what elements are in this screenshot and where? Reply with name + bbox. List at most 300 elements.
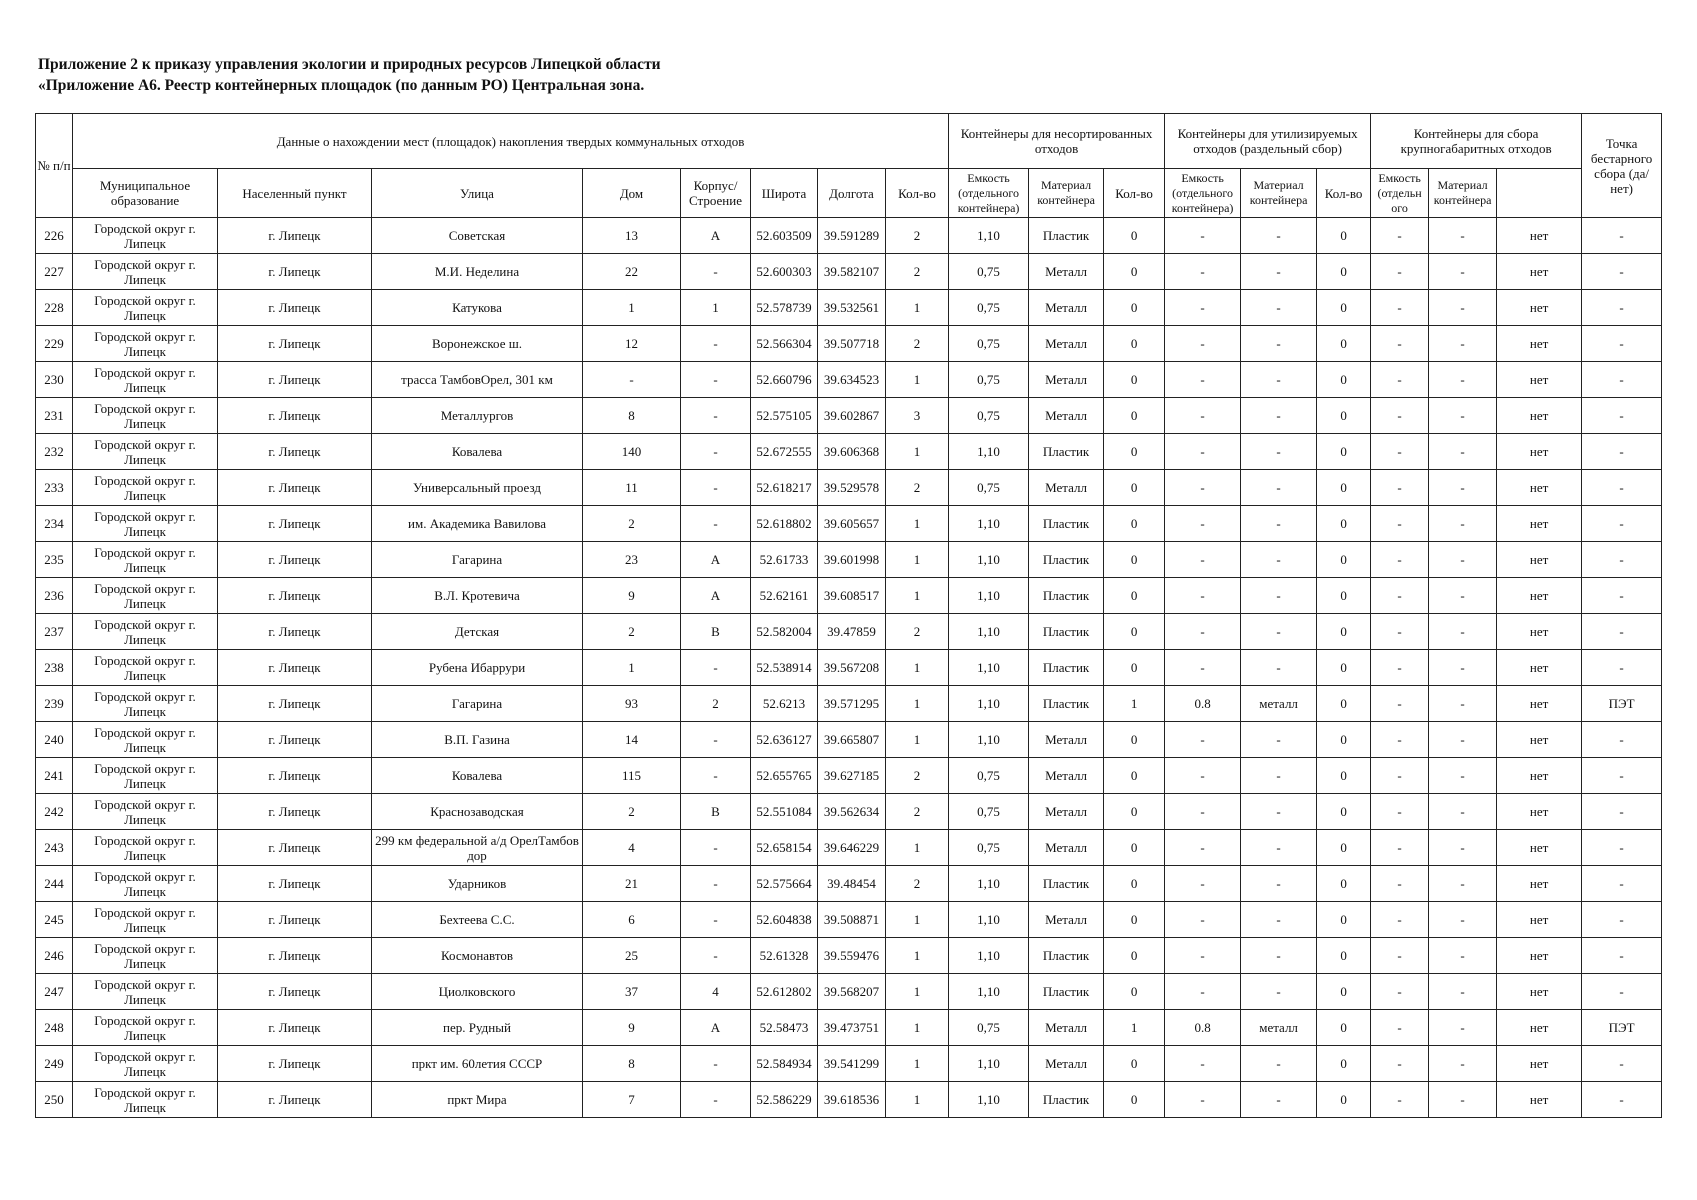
building-cell: - bbox=[681, 866, 751, 902]
bulky-material-cell: - bbox=[1429, 362, 1497, 398]
recyclable-count-cell: 0 bbox=[1104, 470, 1165, 506]
header-bulky-count: Кол-во bbox=[1317, 169, 1371, 218]
recyclable-material-cell: - bbox=[1241, 1046, 1317, 1082]
latitude-cell: 52.655765 bbox=[751, 758, 818, 794]
row-number: 250 bbox=[36, 1082, 73, 1118]
street-cell: Металлургов bbox=[372, 398, 583, 434]
settlement-cell: г. Липецк bbox=[218, 542, 372, 578]
note-cell: - bbox=[1582, 650, 1662, 686]
bulk-point-cell: нет bbox=[1497, 218, 1582, 254]
recyclable-capacity-cell: - bbox=[1165, 326, 1241, 362]
note-cell: - bbox=[1582, 542, 1662, 578]
bulk-point-cell: нет bbox=[1497, 542, 1582, 578]
bulky-count-cell: 0 bbox=[1317, 974, 1371, 1010]
unsorted-capacity-cell: 1,10 bbox=[949, 218, 1029, 254]
longitude-cell: 39.532561 bbox=[818, 290, 886, 326]
settlement-cell: г. Липецк bbox=[218, 218, 372, 254]
table-row bbox=[36, 326, 1662, 362]
row-number: 248 bbox=[36, 1010, 73, 1046]
bulky-material-cell: - bbox=[1429, 686, 1497, 722]
latitude-cell: 52.658154 bbox=[751, 830, 818, 866]
unsorted-capacity-cell: 0,75 bbox=[949, 830, 1029, 866]
municipality-cell: Городской округ г. Липецк bbox=[73, 830, 218, 866]
recyclable-count-cell: 0 bbox=[1104, 506, 1165, 542]
settlement-cell: г. Липецк bbox=[218, 938, 372, 974]
unsorted-capacity-cell: 1,10 bbox=[949, 614, 1029, 650]
house-cell: 21 bbox=[583, 866, 681, 902]
settlement-cell: г. Липецк bbox=[218, 254, 372, 290]
unsorted-capacity-cell: 1,10 bbox=[949, 974, 1029, 1010]
recyclable-count-cell: 0 bbox=[1104, 578, 1165, 614]
latitude-cell: 52.660796 bbox=[751, 362, 818, 398]
bulk-point-cell: нет bbox=[1497, 398, 1582, 434]
latitude-cell: 52.578739 bbox=[751, 290, 818, 326]
unsorted-material-cell: Пластик bbox=[1029, 434, 1104, 470]
header-unsorted-count: Кол-во bbox=[886, 169, 949, 218]
recyclable-capacity-cell: - bbox=[1165, 362, 1241, 398]
bulky-count-cell: 0 bbox=[1317, 722, 1371, 758]
table-row bbox=[36, 290, 1662, 326]
recyclable-capacity-cell: - bbox=[1165, 722, 1241, 758]
header-recyclable-capacity: Емкость (отдельного контейнера) bbox=[1165, 169, 1241, 218]
longitude-cell: 39.582107 bbox=[818, 254, 886, 290]
unsorted-capacity-cell: 0,75 bbox=[949, 290, 1029, 326]
longitude-cell: 39.602867 bbox=[818, 398, 886, 434]
bulk-point-cell: нет bbox=[1497, 578, 1582, 614]
header-unsorted-capacity: Емкость (отдельного контейнера) bbox=[949, 169, 1029, 218]
bulky-capacity-cell: - bbox=[1371, 830, 1429, 866]
bulky-count-cell: 0 bbox=[1317, 758, 1371, 794]
row-number: 246 bbox=[36, 938, 73, 974]
note-cell: - bbox=[1582, 434, 1662, 470]
header-municipality: Муниципальное образование bbox=[73, 169, 218, 218]
recyclable-material-cell: - bbox=[1241, 326, 1317, 362]
municipality-cell: Городской округ г. Липецк bbox=[73, 866, 218, 902]
header-building: Корпус/ Строение bbox=[681, 169, 751, 218]
longitude-cell: 39.571295 bbox=[818, 686, 886, 722]
unsorted-material-cell: Металл bbox=[1029, 830, 1104, 866]
latitude-cell: 52.636127 bbox=[751, 722, 818, 758]
longitude-cell: 39.627185 bbox=[818, 758, 886, 794]
note-cell: - bbox=[1582, 506, 1662, 542]
municipality-cell: Городской округ г. Липецк bbox=[73, 1010, 218, 1046]
street-cell: трасса ТамбовОрел, 301 км bbox=[372, 362, 583, 398]
header-bulk-point: Точка бестарного сбора (да/нет) bbox=[1582, 114, 1662, 218]
bulk-point-cell: нет bbox=[1497, 470, 1582, 506]
recyclable-material-cell: - bbox=[1241, 830, 1317, 866]
municipality-cell: Городской округ г. Липецк bbox=[73, 218, 218, 254]
house-cell: 140 bbox=[583, 434, 681, 470]
bulk-point-cell: нет bbox=[1497, 254, 1582, 290]
house-cell: 9 bbox=[583, 578, 681, 614]
recyclable-material-cell: - bbox=[1241, 1082, 1317, 1118]
latitude-cell: 52.603509 bbox=[751, 218, 818, 254]
header-recyclable-group: Контейнеры для утилизируемых отходов (раздельный сбор) bbox=[1165, 114, 1371, 169]
note-cell: - bbox=[1582, 218, 1662, 254]
house-cell: 4 bbox=[583, 830, 681, 866]
unsorted-count-cell: 1 bbox=[886, 578, 949, 614]
recyclable-capacity-cell: - bbox=[1165, 290, 1241, 326]
bulk-point-cell: нет bbox=[1497, 794, 1582, 830]
container-sites-registry-table bbox=[35, 113, 1662, 1118]
row-number: 243 bbox=[36, 830, 73, 866]
bulky-capacity-cell: - bbox=[1371, 974, 1429, 1010]
header-bulky-capacity: Емкость (отдельн ого bbox=[1371, 169, 1429, 218]
bulky-material-cell: - bbox=[1429, 470, 1497, 506]
bulky-capacity-cell: - bbox=[1371, 866, 1429, 902]
bulky-count-cell: 0 bbox=[1317, 218, 1371, 254]
bulk-point-cell: нет bbox=[1497, 362, 1582, 398]
building-cell: - bbox=[681, 254, 751, 290]
house-cell: 1 bbox=[583, 650, 681, 686]
building-cell: В bbox=[681, 614, 751, 650]
recyclable-capacity-cell: - bbox=[1165, 830, 1241, 866]
longitude-cell: 39.568207 bbox=[818, 974, 886, 1010]
unsorted-count-cell: 1 bbox=[886, 1082, 949, 1118]
latitude-cell: 52.604838 bbox=[751, 902, 818, 938]
bulky-capacity-cell: - bbox=[1371, 686, 1429, 722]
bulky-material-cell: - bbox=[1429, 938, 1497, 974]
municipality-cell: Городской округ г. Липецк bbox=[73, 578, 218, 614]
unsorted-material-cell: Пластик bbox=[1029, 686, 1104, 722]
header-bulky-material: Материал контейнера bbox=[1429, 169, 1497, 218]
unsorted-count-cell: 2 bbox=[886, 470, 949, 506]
row-number: 249 bbox=[36, 1046, 73, 1082]
note-cell: - bbox=[1582, 578, 1662, 614]
bulk-point-cell: нет bbox=[1497, 614, 1582, 650]
unsorted-material-cell: Пластик bbox=[1029, 1082, 1104, 1118]
bulky-material-cell: - bbox=[1429, 722, 1497, 758]
header-longitude: Долгота bbox=[818, 169, 886, 218]
street-cell: Ковалева bbox=[372, 434, 583, 470]
recyclable-count-cell: 0 bbox=[1104, 938, 1165, 974]
row-number: 245 bbox=[36, 902, 73, 938]
latitude-cell: 52.61328 bbox=[751, 938, 818, 974]
building-cell: - bbox=[681, 434, 751, 470]
header-house: Дом bbox=[583, 169, 681, 218]
unsorted-material-cell: Металл bbox=[1029, 326, 1104, 362]
table-row bbox=[36, 830, 1662, 866]
settlement-cell: г. Липецк bbox=[218, 722, 372, 758]
bulk-point-cell: нет bbox=[1497, 326, 1582, 362]
latitude-cell: 52.62161 bbox=[751, 578, 818, 614]
unsorted-count-cell: 2 bbox=[886, 254, 949, 290]
bulky-material-cell: - bbox=[1429, 866, 1497, 902]
title-line-2: «Приложение А6. Реестр контейнерных площадок (по данным РО) Центральная зона. bbox=[38, 77, 645, 94]
bulky-material-cell: - bbox=[1429, 1082, 1497, 1118]
header-bulky-group: Контейнеры для сбора крупногабаритных отходов bbox=[1371, 114, 1582, 169]
recyclable-material-cell: - bbox=[1241, 578, 1317, 614]
latitude-cell: 52.58473 bbox=[751, 1010, 818, 1046]
recyclable-capacity-cell: - bbox=[1165, 254, 1241, 290]
recyclable-material-cell: - bbox=[1241, 650, 1317, 686]
bulky-capacity-cell: - bbox=[1371, 218, 1429, 254]
unsorted-material-cell: Металл bbox=[1029, 758, 1104, 794]
house-cell: 8 bbox=[583, 1046, 681, 1082]
bulky-capacity-cell: - bbox=[1371, 542, 1429, 578]
bulky-material-cell: - bbox=[1429, 902, 1497, 938]
recyclable-capacity-cell: 0.8 bbox=[1165, 686, 1241, 722]
unsorted-count-cell: 1 bbox=[886, 650, 949, 686]
building-cell: - bbox=[681, 758, 751, 794]
recyclable-material-cell: - bbox=[1241, 614, 1317, 650]
building-cell: - bbox=[681, 938, 751, 974]
bulky-count-cell: 0 bbox=[1317, 794, 1371, 830]
recyclable-material-cell: - bbox=[1241, 722, 1317, 758]
latitude-cell: 52.600303 bbox=[751, 254, 818, 290]
recyclable-material-cell: металл bbox=[1241, 686, 1317, 722]
unsorted-capacity-cell: 0,75 bbox=[949, 398, 1029, 434]
bulky-capacity-cell: - bbox=[1371, 758, 1429, 794]
settlement-cell: г. Липецк bbox=[218, 686, 372, 722]
unsorted-capacity-cell: 0,75 bbox=[949, 470, 1029, 506]
building-cell: - bbox=[681, 650, 751, 686]
table-row bbox=[36, 686, 1662, 722]
bulk-point-cell: нет bbox=[1497, 722, 1582, 758]
row-number: 239 bbox=[36, 686, 73, 722]
settlement-cell: г. Липецк bbox=[218, 1082, 372, 1118]
row-number: 240 bbox=[36, 722, 73, 758]
longitude-cell: 39.541299 bbox=[818, 1046, 886, 1082]
note-cell: - bbox=[1582, 1082, 1662, 1118]
unsorted-count-cell: 1 bbox=[886, 1010, 949, 1046]
unsorted-capacity-cell: 1,10 bbox=[949, 866, 1029, 902]
header-unsorted-material: Материал контейнера bbox=[1029, 169, 1104, 218]
building-cell: - bbox=[681, 398, 751, 434]
note-cell: - bbox=[1582, 362, 1662, 398]
note-cell: - bbox=[1582, 902, 1662, 938]
bulky-count-cell: 0 bbox=[1317, 686, 1371, 722]
unsorted-material-cell: Пластик bbox=[1029, 974, 1104, 1010]
street-cell: В.Л. Кротевича bbox=[372, 578, 583, 614]
building-cell: 4 bbox=[681, 974, 751, 1010]
municipality-cell: Городской округ г. Липецк bbox=[73, 506, 218, 542]
unsorted-material-cell: Металл bbox=[1029, 254, 1104, 290]
note-cell: - bbox=[1582, 758, 1662, 794]
table-row bbox=[36, 758, 1662, 794]
unsorted-count-cell: 2 bbox=[886, 758, 949, 794]
note-cell: - bbox=[1582, 974, 1662, 1010]
bulky-material-cell: - bbox=[1429, 254, 1497, 290]
recyclable-count-cell: 0 bbox=[1104, 542, 1165, 578]
bulky-material-cell: - bbox=[1429, 758, 1497, 794]
bulk-point-cell: нет bbox=[1497, 290, 1582, 326]
latitude-cell: 52.6213 bbox=[751, 686, 818, 722]
unsorted-material-cell: Металл bbox=[1029, 794, 1104, 830]
municipality-cell: Городской округ г. Липецк bbox=[73, 650, 218, 686]
recyclable-material-cell: - bbox=[1241, 218, 1317, 254]
settlement-cell: г. Липецк bbox=[218, 866, 372, 902]
row-number: 233 bbox=[36, 470, 73, 506]
unsorted-material-cell: Металл bbox=[1029, 470, 1104, 506]
note-cell: - bbox=[1582, 830, 1662, 866]
row-number: 232 bbox=[36, 434, 73, 470]
header-recyclable-count: Кол-во bbox=[1104, 169, 1165, 218]
house-cell: 9 bbox=[583, 1010, 681, 1046]
latitude-cell: 52.672555 bbox=[751, 434, 818, 470]
street-cell: Гагарина bbox=[372, 686, 583, 722]
unsorted-material-cell: Металл bbox=[1029, 290, 1104, 326]
bulky-count-cell: 0 bbox=[1317, 1010, 1371, 1046]
street-cell: Катукова bbox=[372, 290, 583, 326]
street-cell: Бехтеева С.С. bbox=[372, 902, 583, 938]
table-row bbox=[36, 470, 1662, 506]
municipality-cell: Городской округ г. Липецк bbox=[73, 686, 218, 722]
bulky-capacity-cell: - bbox=[1371, 506, 1429, 542]
settlement-cell: г. Липецк bbox=[218, 902, 372, 938]
note-cell: - bbox=[1582, 938, 1662, 974]
longitude-cell: 39.618536 bbox=[818, 1082, 886, 1118]
bulky-material-cell: - bbox=[1429, 218, 1497, 254]
recyclable-capacity-cell: - bbox=[1165, 794, 1241, 830]
table-row bbox=[36, 542, 1662, 578]
row-number: 236 bbox=[36, 578, 73, 614]
recyclable-count-cell: 0 bbox=[1104, 218, 1165, 254]
note-cell: - bbox=[1582, 1046, 1662, 1082]
settlement-cell: г. Липецк bbox=[218, 758, 372, 794]
bulk-point-cell: нет bbox=[1497, 830, 1582, 866]
recyclable-capacity-cell: - bbox=[1165, 398, 1241, 434]
row-number: 230 bbox=[36, 362, 73, 398]
unsorted-count-cell: 1 bbox=[886, 902, 949, 938]
recyclable-count-cell: 0 bbox=[1104, 830, 1165, 866]
street-cell: Космонавтов bbox=[372, 938, 583, 974]
house-cell: 7 bbox=[583, 1082, 681, 1118]
latitude-cell: 52.618217 bbox=[751, 470, 818, 506]
unsorted-material-cell: Металл bbox=[1029, 902, 1104, 938]
latitude-cell: 52.538914 bbox=[751, 650, 818, 686]
bulky-material-cell: - bbox=[1429, 290, 1497, 326]
unsorted-material-cell: Металл bbox=[1029, 362, 1104, 398]
row-number: 226 bbox=[36, 218, 73, 254]
unsorted-material-cell: Пластик bbox=[1029, 542, 1104, 578]
settlement-cell: г. Липецк bbox=[218, 650, 372, 686]
row-number: 241 bbox=[36, 758, 73, 794]
bulk-point-cell: нет bbox=[1497, 758, 1582, 794]
recyclable-count-cell: 0 bbox=[1104, 254, 1165, 290]
longitude-cell: 39.646229 bbox=[818, 830, 886, 866]
recyclable-count-cell: 0 bbox=[1104, 326, 1165, 362]
building-cell: - bbox=[681, 506, 751, 542]
longitude-cell: 39.48454 bbox=[818, 866, 886, 902]
settlement-cell: г. Липецк bbox=[218, 290, 372, 326]
building-cell: - bbox=[681, 470, 751, 506]
street-cell: Циолковского bbox=[372, 974, 583, 1010]
bulky-capacity-cell: - bbox=[1371, 794, 1429, 830]
header-settlement: Населенный пункт bbox=[218, 169, 372, 218]
unsorted-count-cell: 1 bbox=[886, 830, 949, 866]
settlement-cell: г. Липецк bbox=[218, 830, 372, 866]
table-row bbox=[36, 650, 1662, 686]
header-street: Улица bbox=[372, 169, 583, 218]
bulky-count-cell: 0 bbox=[1317, 830, 1371, 866]
building-cell: 1 bbox=[681, 290, 751, 326]
recyclable-material-cell: металл bbox=[1241, 1010, 1317, 1046]
bulky-material-cell: - bbox=[1429, 614, 1497, 650]
building-cell: А bbox=[681, 218, 751, 254]
unsorted-material-cell: Пластик bbox=[1029, 650, 1104, 686]
recyclable-capacity-cell: - bbox=[1165, 866, 1241, 902]
recyclable-capacity-cell: - bbox=[1165, 1046, 1241, 1082]
row-number: 231 bbox=[36, 398, 73, 434]
bulky-capacity-cell: - bbox=[1371, 254, 1429, 290]
recyclable-count-cell: 0 bbox=[1104, 614, 1165, 650]
street-cell: Ударников bbox=[372, 866, 583, 902]
row-number: 229 bbox=[36, 326, 73, 362]
bulk-point-cell: нет bbox=[1497, 434, 1582, 470]
unsorted-capacity-cell: 1,10 bbox=[949, 1046, 1029, 1082]
recyclable-capacity-cell: - bbox=[1165, 506, 1241, 542]
unsorted-count-cell: 1 bbox=[886, 290, 949, 326]
table-row bbox=[36, 434, 1662, 470]
row-number: 237 bbox=[36, 614, 73, 650]
municipality-cell: Городской округ г. Липецк bbox=[73, 254, 218, 290]
house-cell: 37 bbox=[583, 974, 681, 1010]
latitude-cell: 52.586229 bbox=[751, 1082, 818, 1118]
unsorted-count-cell: 1 bbox=[886, 686, 949, 722]
bulky-count-cell: 0 bbox=[1317, 1046, 1371, 1082]
document-title bbox=[38, 54, 661, 96]
bulky-capacity-cell: - bbox=[1371, 722, 1429, 758]
settlement-cell: г. Липецк bbox=[218, 578, 372, 614]
house-cell: - bbox=[583, 362, 681, 398]
house-cell: 93 bbox=[583, 686, 681, 722]
unsorted-capacity-cell: 0,75 bbox=[949, 758, 1029, 794]
recyclable-count-cell: 0 bbox=[1104, 722, 1165, 758]
building-cell: А bbox=[681, 578, 751, 614]
unsorted-material-cell: Пластик bbox=[1029, 938, 1104, 974]
table-row bbox=[36, 974, 1662, 1010]
settlement-cell: г. Липецк bbox=[218, 1046, 372, 1082]
bulky-material-cell: - bbox=[1429, 506, 1497, 542]
house-cell: 12 bbox=[583, 326, 681, 362]
latitude-cell: 52.61733 bbox=[751, 542, 818, 578]
note-cell: ПЭТ bbox=[1582, 686, 1662, 722]
unsorted-capacity-cell: 1,10 bbox=[949, 650, 1029, 686]
recyclable-material-cell: - bbox=[1241, 758, 1317, 794]
settlement-cell: г. Липецк bbox=[218, 1010, 372, 1046]
house-cell: 23 bbox=[583, 542, 681, 578]
longitude-cell: 39.47859 bbox=[818, 614, 886, 650]
recyclable-count-cell: 1 bbox=[1104, 1010, 1165, 1046]
bulky-material-cell: - bbox=[1429, 398, 1497, 434]
row-number: 227 bbox=[36, 254, 73, 290]
bulky-capacity-cell: - bbox=[1371, 578, 1429, 614]
municipality-cell: Городской округ г. Липецк bbox=[73, 542, 218, 578]
bulky-capacity-cell: - bbox=[1371, 470, 1429, 506]
note-cell: - bbox=[1582, 866, 1662, 902]
bulky-capacity-cell: - bbox=[1371, 290, 1429, 326]
unsorted-capacity-cell: 1,10 bbox=[949, 1082, 1029, 1118]
bulky-count-cell: 0 bbox=[1317, 650, 1371, 686]
bulky-capacity-cell: - bbox=[1371, 326, 1429, 362]
unsorted-count-cell: 1 bbox=[886, 506, 949, 542]
municipality-cell: Городской округ г. Липецк bbox=[73, 362, 218, 398]
bulky-material-cell: - bbox=[1429, 1010, 1497, 1046]
table-row bbox=[36, 398, 1662, 434]
unsorted-capacity-cell: 1,10 bbox=[949, 938, 1029, 974]
row-number: 242 bbox=[36, 794, 73, 830]
recyclable-capacity-cell: - bbox=[1165, 578, 1241, 614]
street-cell: пркт им. 60летия СССР bbox=[372, 1046, 583, 1082]
settlement-cell: г. Липецк bbox=[218, 470, 372, 506]
unsorted-capacity-cell: 1,10 bbox=[949, 686, 1029, 722]
building-cell: - bbox=[681, 902, 751, 938]
municipality-cell: Городской округ г. Липецк bbox=[73, 1046, 218, 1082]
recyclable-capacity-cell: 0.8 bbox=[1165, 1010, 1241, 1046]
table-row bbox=[36, 1010, 1662, 1046]
recyclable-material-cell: - bbox=[1241, 794, 1317, 830]
